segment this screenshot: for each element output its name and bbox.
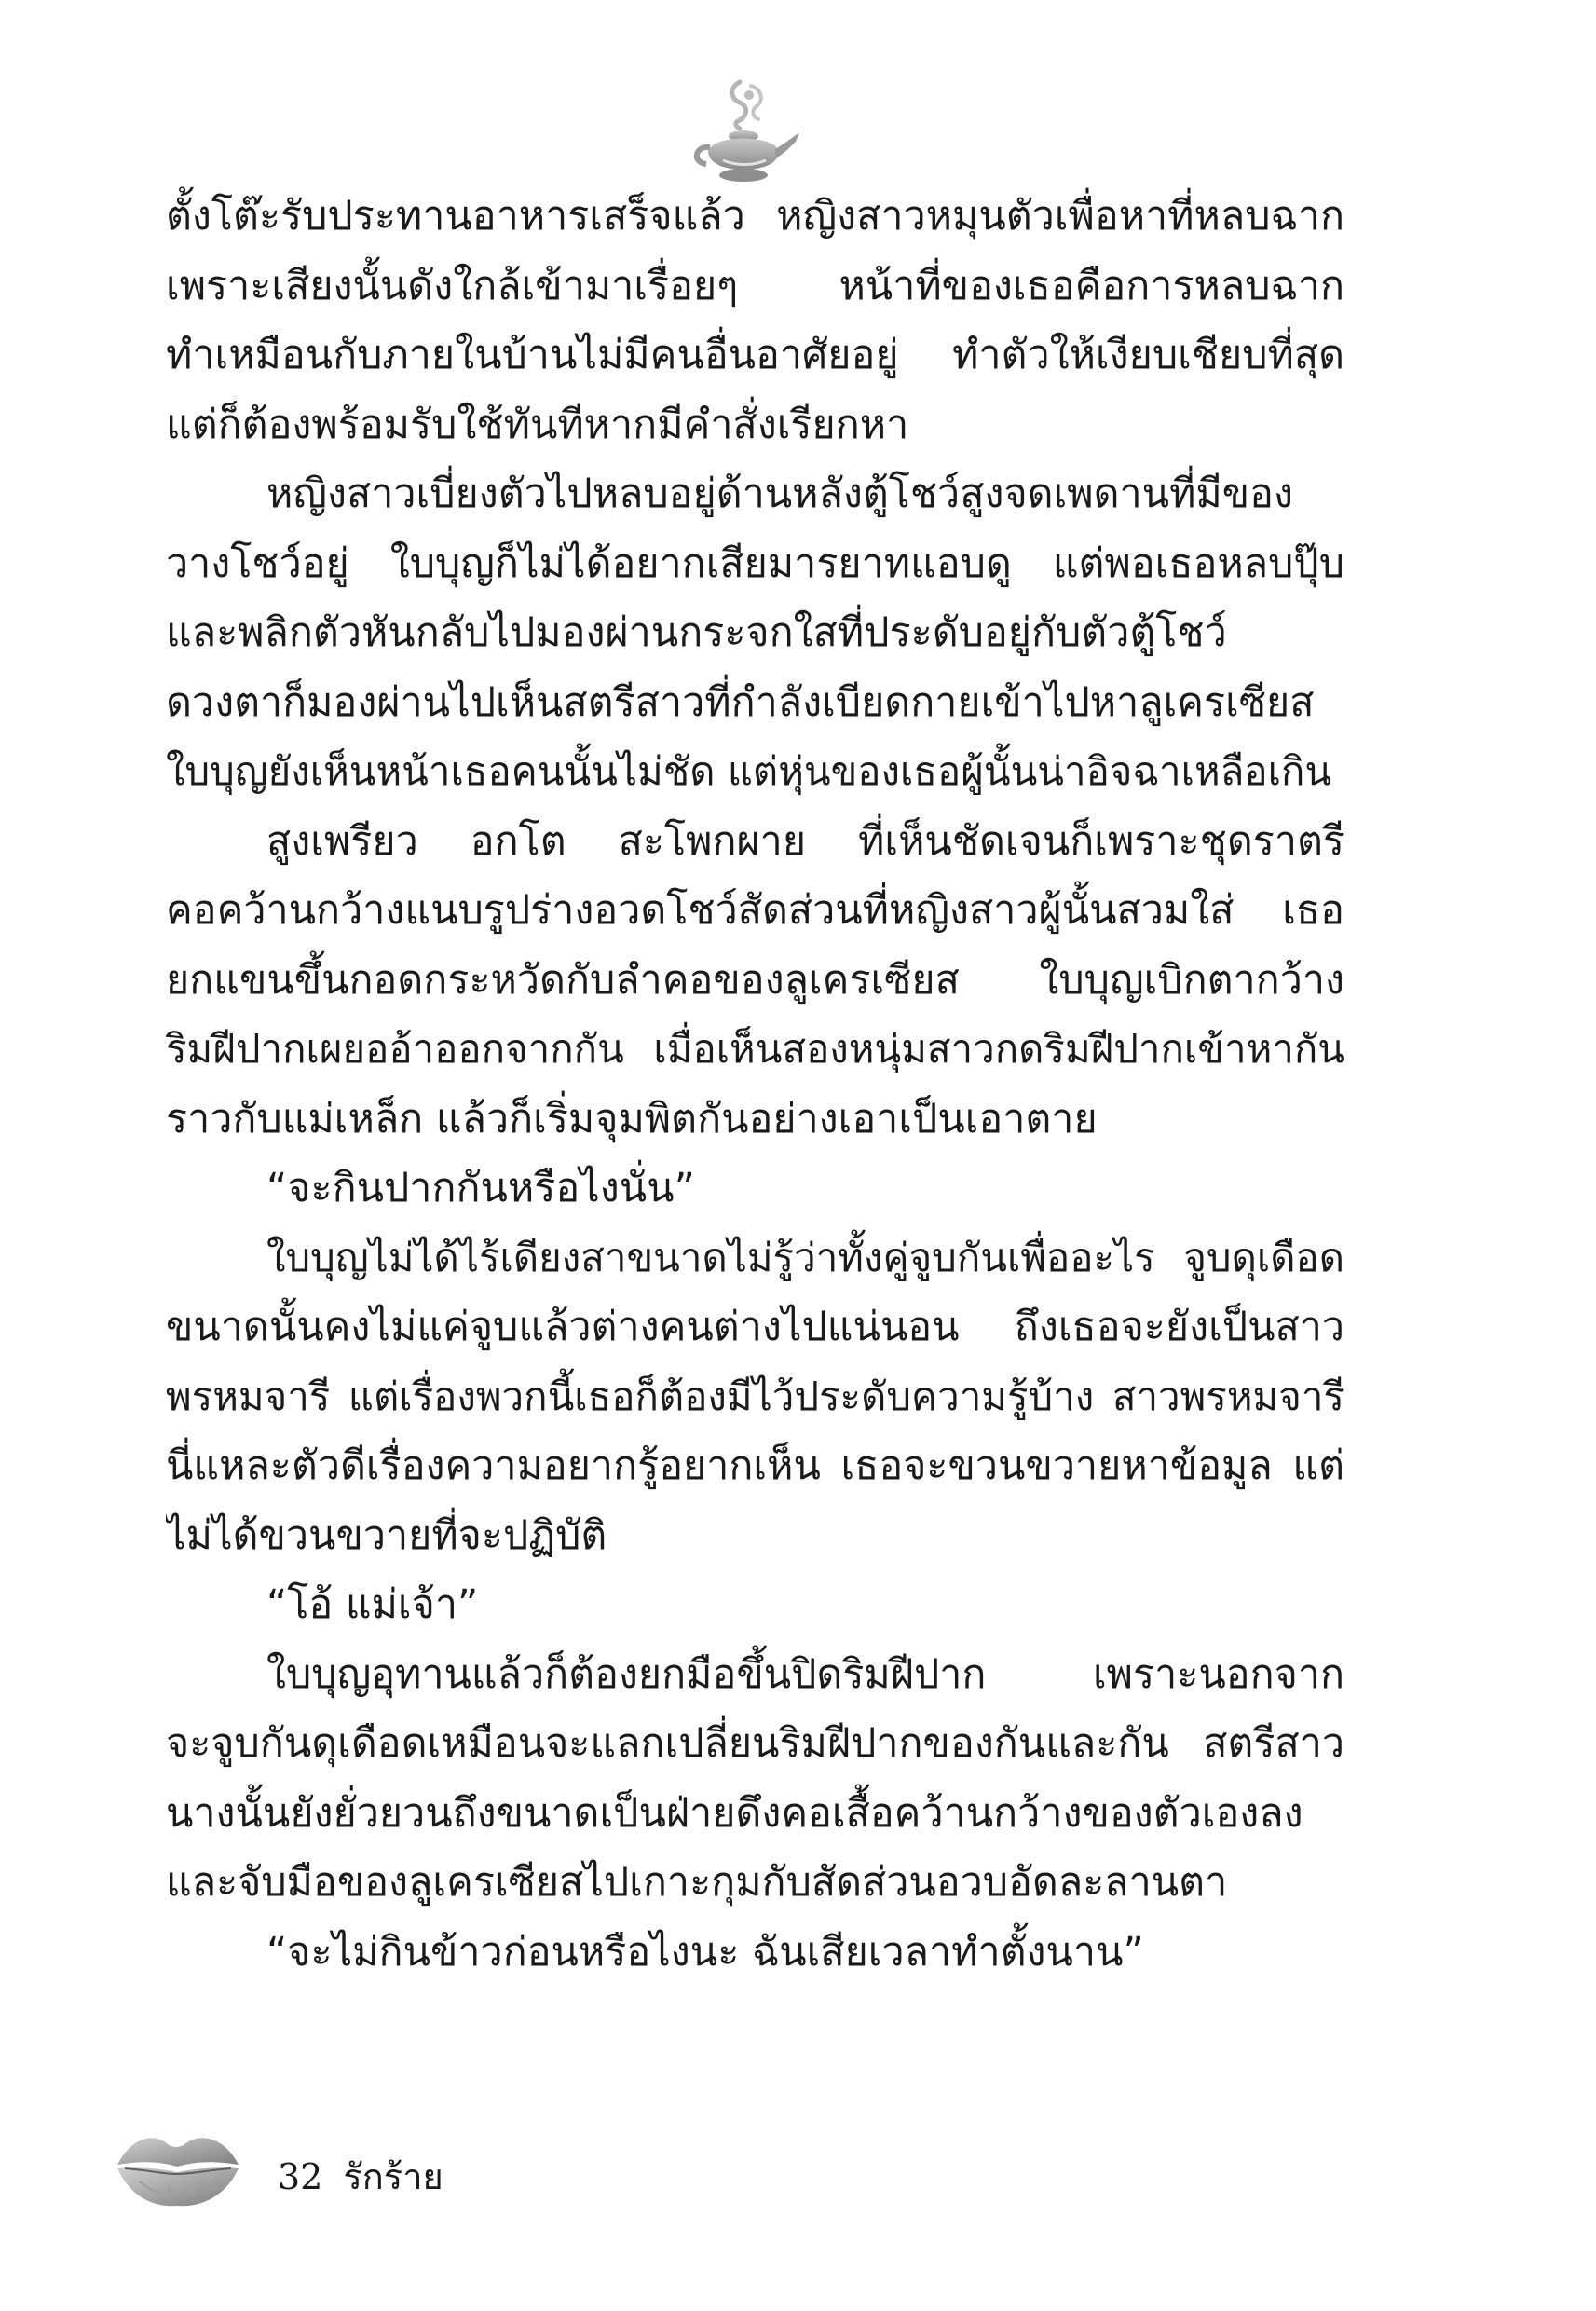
text-line: “โอ้ แม่เจ้า” — [266, 1581, 479, 1628]
text-line: หญิงสาวเบี่ยงตัวไปหลบอยู่ด้านหลังตู้โชว์สูงจดเพดานที่มีของ — [266, 471, 1293, 517]
page-folio — [278, 2148, 443, 2205]
body-text — [166, 182, 1344, 1987]
text-line: คอคว้านกว้างแนบรูปร่างอวดโชว์สัดส่วนที่หญิงสาวผู้นั้นสวมใส่ เธอ — [166, 887, 1344, 934]
text-line: ตั้งโต๊ะรับประทานอาหารเสร็จแล้ว หญิงสาวหมุนตัวเพื่อหาที่หลบฉาก — [166, 193, 1344, 239]
text-line: และจับมือของลูเครเซียสไปเกาะกุมกับสัดส่วนอวบอัดละลานตา — [166, 1859, 1228, 1906]
text-line: ขนาดนั้นคงไม่แค่จูบแล้วต่างคนต่างไปแน่นอน ถึงเธอจะยังเป็นสาว — [166, 1304, 1344, 1350]
text-line: นี่แหละตัวดีเรื่องความอยากรู้อยากเห็น เธอจะขวนขวายหาข้อมูล แต่ — [166, 1443, 1344, 1489]
text-line: ใบบุญไม่ได้ไร้เดียงสาขนาดไม่รู้ว่าทั้งคู่จูบกันเพื่ออะไร จูบดุเดือด — [266, 1234, 1344, 1280]
text-line: ราวกับแม่เหล็ก แล้วก็เริ่มจุมพิตกันอย่างเอาเป็นเอาตาย — [166, 1095, 1098, 1142]
text-line: พรหมจารี แต่เรื่องพวกนี้เธอก็ต้องมีไว้ประดับความรู้บ้าง สาวพรหมจารี — [166, 1373, 1344, 1419]
text-line: ใบบุญอุทานแล้วก็ต้องยกมือขึ้นปิดริมฝีปาก เพราะนอกจาก — [266, 1650, 1344, 1698]
text-line: ริมฝีปากเผยออ้าออกจากกัน เมื่อเห็นสองหนุ่มสาวกดริมฝีปากเข้าหากัน — [166, 1026, 1344, 1072]
text-line: ดวงตาก็มองผ่านไปเห็นสตรีสาวที่กำลังเบียดกายเข้าไปหาลูเครเซียส — [166, 678, 1315, 726]
text-line: ไม่ได้ขวนขวายที่จะปฏิบัติ — [166, 1511, 607, 1559]
text-line: ทำเหมือนกับภายในบ้านไม่มีคนอื่นอาศัยอยู่ ทำตัวให้เงียบเชียบที่สุด — [166, 332, 1344, 378]
text-line: “จะไม่กินข้าวก่อนหรือไงนะ ฉันเสียเวลาทำตั้งนาน” — [266, 1928, 1144, 1976]
text-line: “จะกินปากกันหรือไงนั่น” — [266, 1165, 695, 1211]
text-line: ยกแขนขึ้นกอดกระหวัดกับลำคอของลูเครเซียส ใบบุญเบิกตากว้าง — [166, 956, 1344, 1004]
text-line: นางนั้นยังยั่วยวนถึงขนาดเป็นฝ่ายดึงคอเสื้อคว้านกว้างของตัวเองลง — [166, 1789, 1303, 1837]
text-line: วางโชว์อยู่ ใบบุญก็ไม่ได้อยากเสียมารยาทแอบดู แต่พอเธอหลบปุ๊บ — [166, 540, 1344, 587]
text-line: จะจูบกันดุเดือดเหมือนจะแลกเปลี่ยนริมฝีปากของกันและกัน สตรีสาว — [166, 1720, 1344, 1767]
text-line: สูงเพรียว อกโต สะโพกผาย ที่เห็นชัดเจนก็เพราะชุดราตรี — [266, 817, 1344, 865]
book-title: รักร้าย — [343, 2156, 443, 2197]
page-number: 32 — [278, 2156, 323, 2197]
teapot-lamp-ornament-icon — [682, 75, 803, 186]
page-footer — [112, 2120, 671, 2222]
text-line: แต่ก็ต้องพร้อมรับใช้ทันทีหากมีคำสั่งเรียกหา — [166, 401, 909, 448]
text-line: และพลิกตัวหันกลับไปมองผ่านกระจกใสที่ประดับอยู่กับตัวตู้โชว์ — [166, 609, 1227, 656]
text-line: ใบบุญยังเห็นหน้าเธอคนนั้นไม่ชัด แต่หุ่นของเธอผู้นั้นน่าอิจฉาเหลือเกิน — [166, 748, 1332, 794]
text-line: เพราะเสียงนั้นดังใกล้เข้ามาเรื่อยๆ หน้าที่ของเธอคือการหลบฉาก — [166, 262, 1344, 309]
lips-kiss-icon — [112, 2120, 242, 2213]
